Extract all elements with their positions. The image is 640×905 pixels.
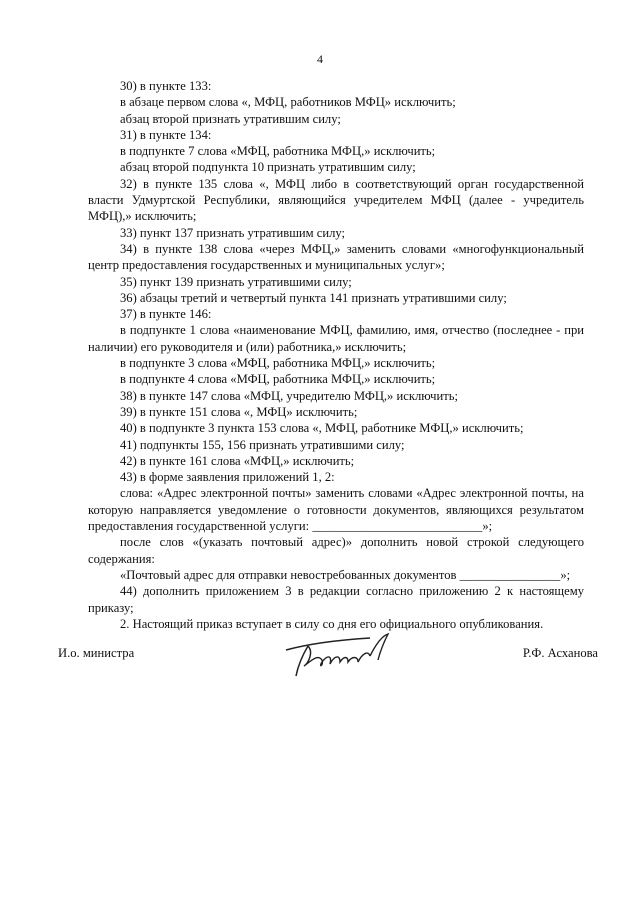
paragraph: в абзаце первом слова «, МФЦ, работников МФЦ» исключить; — [120, 95, 456, 110]
signatory-name: Р.Ф. Асханова — [522, 646, 598, 660]
paragraph: 33) пункт 137 признать утратившим силу; — [120, 225, 346, 240]
paragraph: 44) дополнить приложением 3 в редакции согласно приложению 2 к настоящему приказу; — [88, 584, 584, 615]
handwritten-signature — [278, 630, 408, 680]
paragraph: «Почтовый адрес для отправки невостребованных документов ________________»; — [120, 567, 571, 582]
paragraph: 30) в пункте 133: — [120, 79, 212, 93]
signatory-position: И.о. министра — [58, 646, 135, 660]
paragraph: 35) пункт 139 признать утратившими силу; — [120, 274, 352, 289]
paragraph: 40) в подпункте 3 пункта 153 слова «, МФЦ, работнике МФЦ,» исключить; — [120, 421, 524, 436]
paragraph: в подпункте 7 слова «МФЦ, работника МФЦ,» исключить; — [120, 144, 436, 159]
paragraph: 36) абзацы третий и четвертый пункта 141 признать утратившими силу; — [120, 290, 507, 305]
paragraph: 39) в пункте 151 слова «, МФЦ» исключить; — [120, 404, 358, 419]
signature-block — [58, 630, 598, 690]
paragraph: 34) в пункте 138 слова «через МФЦ,» заменить словами «многофункциональный центр предоставления государственных и муниципальных услуг»; — [88, 241, 584, 273]
paragraph: 2. Настоящий приказ вступает в силу со дня его официального опубликования. — [120, 616, 544, 631]
paragraph: абзац второй подпункта 10 признать утратившим силу; — [120, 160, 416, 175]
paragraph: в подпункте 4 слова «МФЦ, работника МФЦ,» исключить; — [120, 372, 436, 387]
paragraph: после слов «(указать почтовый адрес)» дополнить новой строкой следующего содержания: — [88, 535, 584, 566]
paragraph: 37) в пункте 146: — [120, 307, 212, 322]
paragraph: 42) в пункте 161 слова «МФЦ,» исключить; — [120, 453, 355, 468]
paragraph: 43) в форме заявления приложений 1, 2: — [120, 470, 335, 485]
document-body — [88, 78, 584, 632]
paragraph: 31) в пункте 134: — [120, 127, 212, 142]
page-number: 4 — [317, 52, 323, 66]
paragraph: 41) подпункты 155, 156 признать утратившими силу; — [120, 437, 405, 452]
paragraph: абзац второй признать утратившим силу; — [120, 111, 341, 126]
paragraph: слова: «Адрес электронной почты» заменить словами «Адрес электронной почты, на которую направляется уведомление о готовности документов, являющихся результатом предоставления государственной услуги: ___________________________»; — [88, 486, 584, 534]
paragraph: 38) в пункте 147 слова «МФЦ, учредителю МФЦ,» исключить; — [120, 388, 458, 403]
paragraph: в подпункте 3 слова «МФЦ, работника МФЦ,» исключить; — [120, 356, 436, 371]
paragraph: 32) в пункте 135 слова «, МФЦ либо в соответствующий орган государственной власти Удмуртской Республики, являющийся учредителем МФЦ (далее - учредитель МФЦ),» исключить; — [88, 176, 584, 224]
paragraph: в подпункте 1 слова «наименование МФЦ, фамилию, имя, отчество (последнее - при наличии) его руководителя и (или) работника,» исключить; — [88, 323, 584, 354]
